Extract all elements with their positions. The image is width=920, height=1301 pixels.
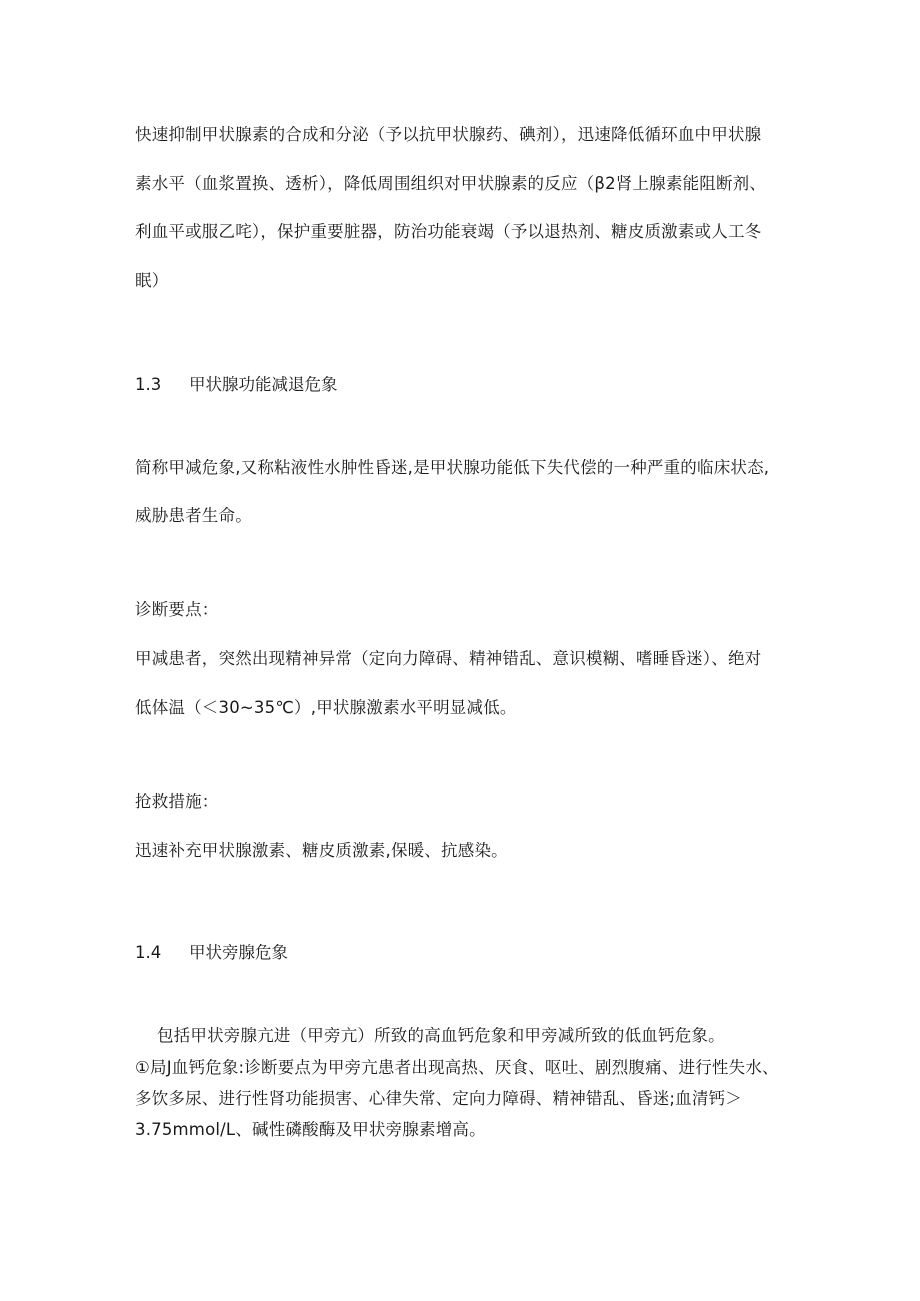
paragraph-line: 甲减患者，突然出现精神异常（定向力障碍、精神错乱、意识模糊、嗜睡昏迷）、绝对 [135,649,762,668]
section-heading-1-4 [135,942,288,964]
paragraph-line: 威胁患者生命。 [135,506,252,525]
section-number: 1.3 [135,375,162,394]
paragraph-line: 简称甲减危象,又称粘液性水肿性昏迷,是甲状腺功能低下失代偿的一种严重的临床状态, [135,458,770,477]
paragraph-line: 利血平或服乙咤），保护重要脏器，防治功能衰竭（予以退热剂、糖皮质激素或人工冬 [135,222,762,241]
paragraph-line: 快速抑制甲状腺素的合成和分泌（予以抗甲状腺药、碘剂），迅速降低循环血中甲状腺 [135,125,762,144]
rescue-label: 抢救措施： [135,792,219,811]
section-title: 甲状旁腺危象 [189,943,288,962]
paragraph-line: 素水平（血浆置换、透析），降低周围组织对甲状腺素的反应（β2肾上腺素能阻断剂、 [135,174,767,193]
rescue-text: 迅速补充甲状腺激素、糖皮质激素,保暖、抗感染。 [135,841,508,860]
section-heading-1-3 [135,374,338,396]
paragraph-line: 3.75mmol/L、碱性磷酸酶及甲状旁腺素增高。 [135,1120,486,1139]
paragraph-line: ①局J血钙危象:诊断要点为甲旁亢患者出现高热、厌食、呕吐、剧烈腹痛、进行性失水、 [135,1058,779,1077]
paragraph-line: 多饮多尿、进行性肾功能损害、心律失常、定向力障碍、精神错乱、昏迷;血清钙＞ [135,1089,742,1108]
paragraph-line: 低体温（＜30~35℃）,甲状腺激素水平明显减低。 [135,698,517,717]
section-title: 甲状腺功能减退危象 [189,375,338,394]
paragraph-line: 包括甲状旁腺亢进（甲旁亢）所致的高血钙危象和甲旁减所致的低血钙危象。 [157,1026,725,1045]
diagnosis-label: 诊断要点： [135,600,219,619]
paragraph-line: 眠） [135,271,169,290]
section-number: 1.4 [135,943,162,962]
